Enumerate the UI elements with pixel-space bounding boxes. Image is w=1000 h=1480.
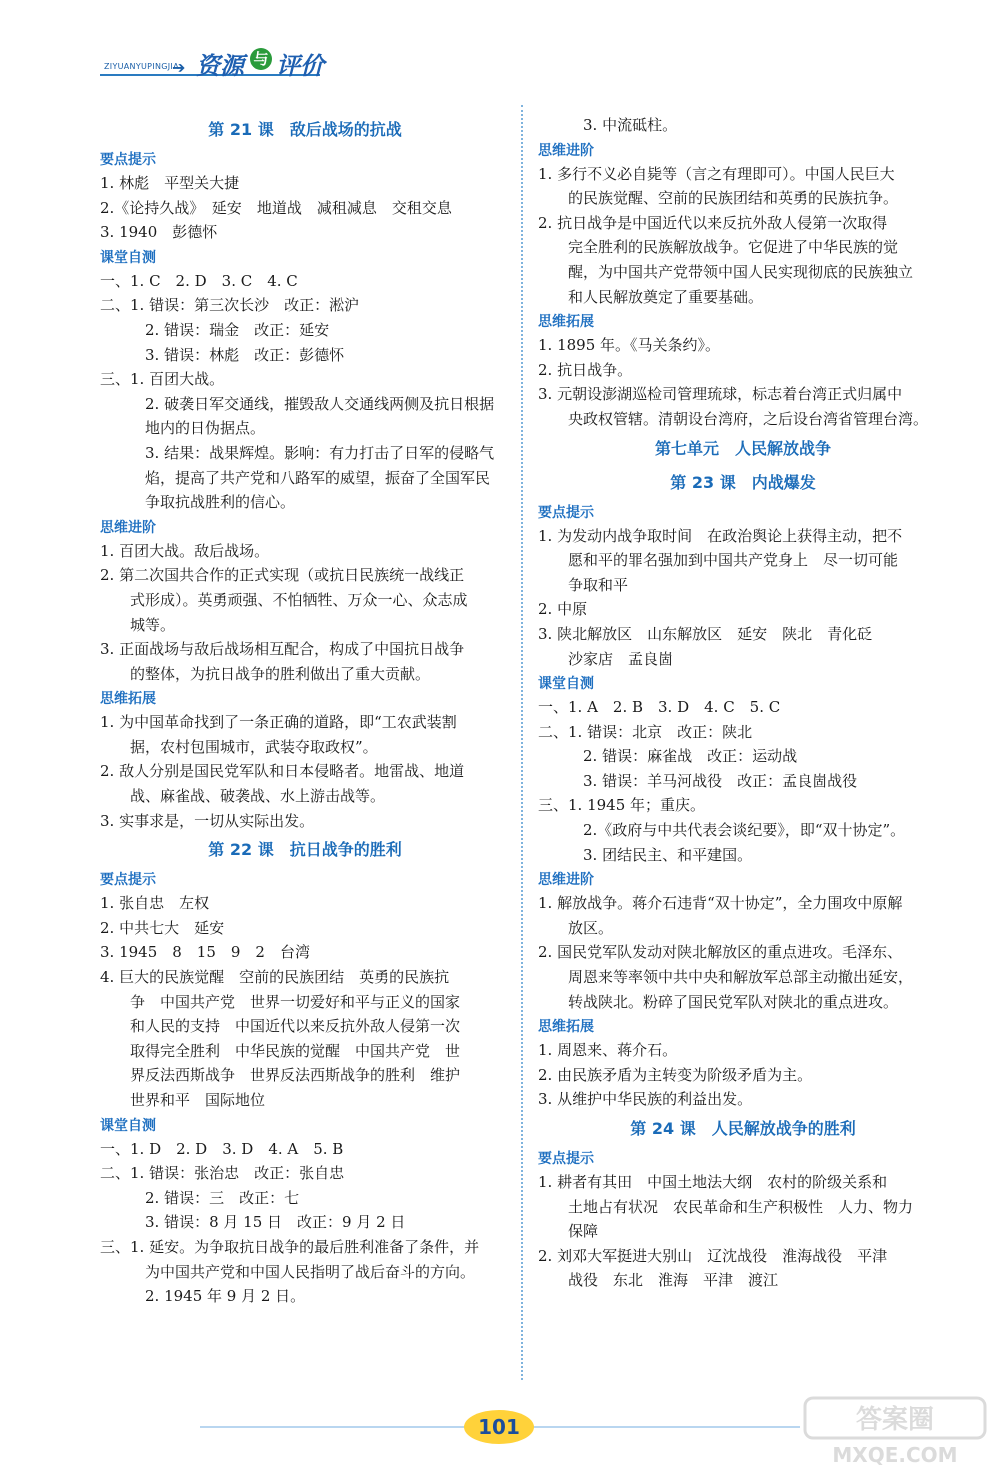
lesson-title: 第七单元 人民解放战争 [654, 438, 831, 458]
answer-line: 3. 1945 8 15 9 2 台湾 [100, 943, 310, 962]
answer-line: 沙家店 孟良崮 [568, 649, 674, 668]
answer-line: 1. 耕者有其田 中国土地法大纲 农村的阶级关系和 [538, 1173, 888, 1191]
answer-line: 据，农村包围城市，武装夺取政权”。 [130, 737, 378, 756]
answer-line: 1. 张自忠 左权 [100, 894, 210, 913]
answer-line: 1. 多行不义必自毙等（言之有理即可）。中国人民巨大 [538, 164, 895, 183]
right-column [538, 113, 948, 1293]
answer-line: 醒，为中国共产党带领中国人民实现彻底的民族独立 [568, 262, 914, 281]
answer-line: 2.《政府与中共代表会谈纪要》，即“双十协定”。 [583, 821, 906, 840]
answer-line: 2. 中共七大 延安 [100, 918, 225, 937]
answer-line: 争 中国共产党 世界一切爱好和平与正义的国家 [130, 992, 461, 1011]
page-number: 101 [464, 1410, 534, 1444]
section-heading: 思维进阶 [538, 142, 594, 159]
answer-line: 3. 错误：林彪 改正：彭德怀 [145, 345, 345, 364]
answer-line: 2. 国民党军队发动对陕北解放区的重点进攻。毛泽东、 [538, 943, 903, 962]
lesson-title: 第 22 课 抗日战争的胜利 [208, 840, 402, 860]
answer-line: 3. 陕北解放区 山东解放区 延安 陕北 青化砭 [538, 624, 873, 643]
answer-line: 的整体，为抗日战争的胜利做出了重大贡献。 [130, 664, 431, 683]
answer-line: 2. 破袭日军交通线，摧毁敌人交通线两侧及抗日根据 [145, 394, 495, 413]
section-heading: 课堂自测 [100, 249, 156, 266]
answer-line: 3. 错误：8 月 15 日 改正：9 月 2 日 [145, 1213, 406, 1232]
answer-line: 央政权管辖。清朝设台湾府，之后设台湾省管理台湾。 [568, 409, 929, 428]
answer-line: 式形成）。英勇顽强、不怕牺牲、万众一心、众志成 [130, 590, 468, 609]
left-column [100, 113, 510, 1309]
lesson-title: 第 21 课 敌后战场的抗战 [208, 120, 402, 139]
answer-line: 二、1. 错误：第三次长沙 改正：淞沪 [100, 296, 360, 315]
section-heading: 思维进阶 [538, 872, 594, 889]
answer-line: 和人民的支持 中国近代以来反抗外敌人侵第一次 [130, 1017, 461, 1036]
answer-line: 3. 正面战场与敌后战场相互配合，构成了中国抗日战争 [100, 640, 465, 659]
lesson-title: 第 24 课 人民解放战争的胜利 [630, 1119, 856, 1138]
answer-line: 完全胜利的民族解放战争。它促进了中华民族的觉 [568, 238, 899, 257]
header-pinyin: ZIYUANYUPINGJIA [104, 62, 179, 71]
answer-line: 2. 错误：瑞金 改正：延安 [145, 320, 330, 339]
answer-line: 2. 刘邓大军挺进大别山 辽沈战役 淮海战役 平津 [538, 1246, 888, 1265]
answer-line: 三、1. 延安。为争取抗日战争的最后胜利准备了条件，并 [100, 1237, 480, 1256]
answer-line: 城等。 [130, 615, 176, 634]
section-heading: 要点提示 [538, 504, 594, 521]
answer-line: 3. 实事求是，一切从实际出发。 [100, 811, 315, 830]
answer-line: 3. 从维护中华民族的利益出发。 [538, 1090, 753, 1109]
answer-line: 世界和平 国际地位 [130, 1091, 266, 1109]
answer-line: 2. 第二次国共合作的正式实现（或抗日民族统一战线正 [100, 566, 465, 585]
answer-line: 2. 中原 [538, 600, 588, 619]
answer-line: 2. 错误：麻雀战 改正：运动战 [583, 747, 798, 766]
answer-line: 1. 林彪 平型关大捷 [100, 174, 240, 192]
answer-line: 界反法西斯战争 世界反法西斯战争的胜利 维护 [130, 1066, 461, 1085]
answer-line: 愿和平的罪名强加到中国共产党身上 尽一切可能 [568, 551, 899, 570]
answer-line: 2. 抗日战争是中国近代以来反抗外敌人侵第一次取得 [538, 213, 888, 232]
section-heading: 思维拓展 [538, 314, 594, 331]
answer-line: 保障 [568, 1222, 599, 1241]
answer-line: 放区。 [568, 918, 614, 937]
answer-line: 一、1. A 2. B 3. D 4. C 5. C [538, 698, 781, 717]
book-header [100, 40, 400, 90]
answer-line: 3. 错误：羊马河战役 改正：孟良崮战役 [583, 771, 858, 790]
answer-line: 2.《论持久战》 延安 地道战 减租减息 交租交息 [100, 198, 452, 217]
section-heading: 课堂自测 [538, 676, 594, 693]
answer-line: 战、麻雀战、破袭战、水上游击战等。 [130, 787, 386, 806]
answer-line: 为中国共产党和中国人民指明了战后奋斗的方向。 [145, 1262, 476, 1281]
svg-text:答案圈: 答案圈 [855, 1405, 935, 1435]
answer-line: 周恩来等率领中共中央和解放军总部主动撤出延安， [568, 968, 914, 987]
answer-line: 和人民解放奠定了重要基础。 [568, 287, 764, 306]
answer-line: 3. 1940 彭德怀 [100, 223, 218, 242]
answer-line: 2. 由民族矛盾为主转变为阶级矛盾为主。 [538, 1065, 813, 1084]
answer-line: 三、1. 1945 年；重庆。 [538, 796, 706, 815]
answer-line: 战役 东北 淮海 平津 渡江 [568, 1271, 779, 1290]
section-heading: 课堂自测 [100, 1117, 156, 1134]
lesson-title: 第 23 课 内战爆发 [670, 472, 816, 492]
answer-line: 取得完全胜利 中华民族的觉醒 中国共产党 世 [130, 1041, 461, 1060]
header-title-b: 评价 [276, 52, 324, 80]
answer-line: 1. 周恩来、蒋介石。 [538, 1041, 678, 1060]
answer-line: 转战陕北。粉碎了国民党军队对陕北的重点进攻。 [568, 992, 899, 1011]
section-heading: 要点提示 [538, 1151, 594, 1167]
answer-line: 1. 百团大战。敌后战场。 [100, 541, 270, 560]
answer-line: 3. 元朝设澎湖巡检司管理琉球，标志着台湾正式归属中 [538, 385, 903, 404]
header-title-a: 资源 [196, 52, 244, 80]
section-heading: 要点提示 [100, 872, 156, 889]
answer-line: 2. 敌人分别是国民党军队和日本侵略者。地雷战、地道 [100, 762, 465, 781]
header-title-connector: 与 [250, 48, 272, 70]
answer-line: 二、1. 错误：北京 改正：陕北 [538, 722, 753, 741]
section-heading: 要点提示 [100, 152, 156, 168]
answer-line: 土地占有状况 农民革命和生产积极性 人力、物力 [568, 1197, 914, 1216]
section-heading: 思维进阶 [100, 519, 156, 536]
answer-line: 二、1. 错误：张治忠 改正：张自忠 [100, 1164, 345, 1183]
answer-line: 1. 1895 年。《马关条约》。 [538, 336, 721, 355]
answer-line: 3. 中流砥柱。 [583, 116, 678, 134]
answer-line: 争取和平 [568, 575, 629, 594]
answer-line: 1. 为发动内战争取时间 在政治舆论上获得主动，把不 [538, 526, 903, 545]
answer-line: 地内的日伪据点。 [145, 419, 266, 438]
answer-line: 3. 结果：战果辉煌。影响：有力打击了日军的侵略气 [145, 443, 495, 462]
answer-line: 3. 团结民主、和平建国。 [583, 845, 753, 864]
section-heading: 思维拓展 [538, 1019, 594, 1036]
svg-text:MXQE.COM: MXQE.COM [832, 1443, 958, 1467]
answer-line: 三、1. 百团大战。 [100, 370, 225, 389]
column-divider [521, 105, 523, 1380]
answer-line: 焰，提高了共产党和八路军的威望，振奋了全国军民 [145, 468, 491, 487]
section-heading: 思维拓展 [100, 691, 156, 708]
answer-line: 2. 错误：三 改正：七 [145, 1188, 300, 1207]
answer-line: 1. 为中国革命找到了一条正确的道路，即“工农武装割 [100, 713, 457, 732]
answer-line: 争取抗战胜利的信心。 [145, 493, 296, 512]
answer-line: 1. 解放战争。蒋介石违背“双十协定”，全力围攻中原解 [538, 894, 903, 913]
answer-line: 2. 抗日战争。 [538, 360, 633, 379]
answer-line: 一、1. D 2. D 3. D 4. A 5. B [100, 1139, 344, 1158]
answer-line: 的民族觉醒、空前的民族团结和英勇的民族抗争。 [568, 189, 899, 208]
answer-line: 一、1. C 2. D 3. C 4. C [100, 271, 298, 290]
answer-line: 4. 巨大的民族觉醒 空前的民族团结 英勇的民族抗 [100, 968, 450, 987]
arrow-icon: ➔ [172, 58, 186, 77]
answer-line: 2. 1945 年 9 月 2 日。 [145, 1287, 306, 1306]
watermark-logo [800, 1390, 990, 1470]
